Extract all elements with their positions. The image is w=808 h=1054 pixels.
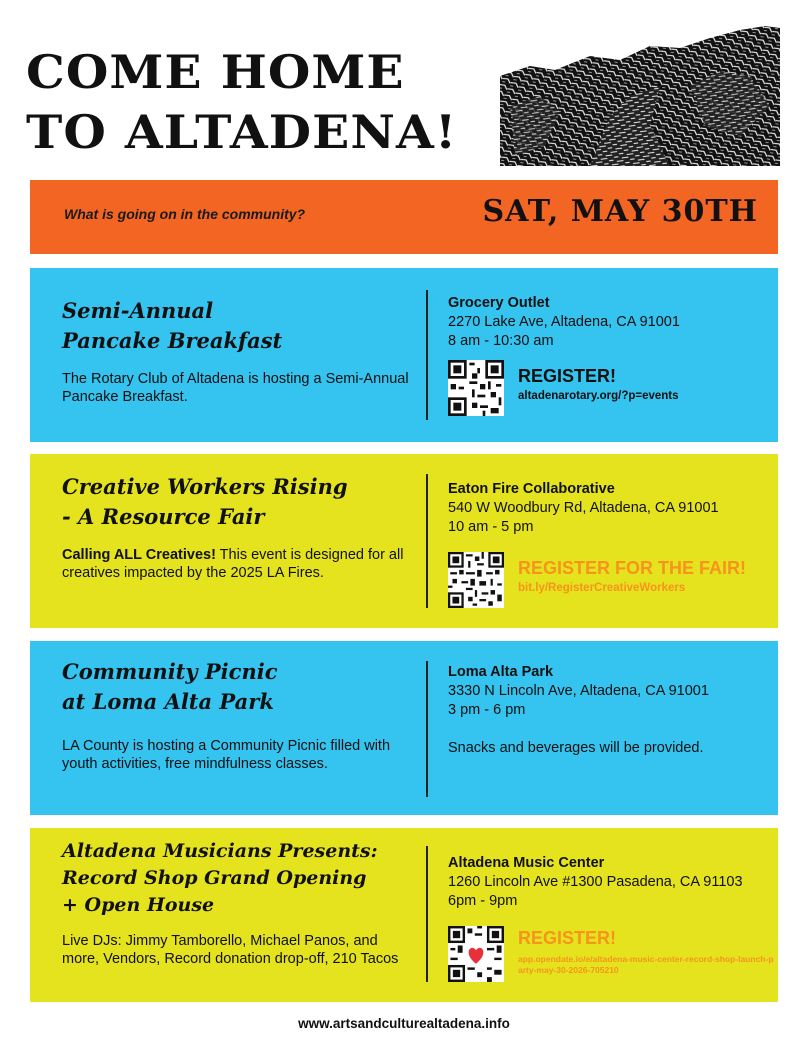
headline-line-1: COME HOME [26,45,405,99]
event-note [448,739,748,758]
event-card-community-picnic [30,641,778,815]
event-address: 540 W Woodbury Rd, Altadena, CA 91001 [448,500,719,516]
register-link[interactable]: REGISTER! [518,928,617,948]
description-text: This event is designed for all creatives impacted by the 2025 LA Fires. [62,547,404,581]
event-info [448,663,709,720]
event-venue: Eaton Fire Collaborative [448,481,615,497]
event-description: Live DJs: Jimmy Tamborello, Michael Panos, and more, Vendors, Record donation drop-off, 210 Tacos [62,933,399,967]
description-highlight: Calling ALL Creatives! [62,547,216,563]
event-title [62,838,378,919]
poster-headline [26,42,457,162]
event-card-pancake-breakfast [30,268,778,442]
event-note-text: Snacks and beverages will be provided. [448,740,704,756]
event-address: 3330 N Lincoln Ave, Altadena, CA 91001 [448,683,709,699]
event-time: 10 am - 5 pm [448,519,534,535]
register-url[interactable]: bit.ly/RegisterCreativeWorkers [518,582,686,594]
event-description: The Rotary Club of Altadena is hosting a Semi-Annual Pancake Breakfast. [62,371,409,405]
divider [426,474,428,608]
event-title-line: - A Resource Fair [62,504,265,529]
event-title-line: Pancake Breakfast [62,328,283,353]
event-venue: Loma Alta Park [448,664,554,680]
event-info [448,480,719,537]
event-venue: Grocery Outlet [448,295,550,311]
qr-code-icon[interactable] [448,552,504,608]
event-info [448,294,680,351]
event-title-line: at Loma Alta Park [62,689,274,714]
qr-code-icon[interactable] [448,360,504,416]
divider [426,846,428,982]
qr-code-icon[interactable] [448,926,504,982]
event-title [62,296,282,356]
register-link[interactable]: REGISTER FOR THE FAIR! [518,558,747,578]
banner-question: What is going on in the community? [64,206,306,222]
event-card-record-shop [30,828,778,1002]
event-description: LA County is hosting a Community Picnic filled with youth activities, free mindfulness classes. [62,738,391,772]
event-title-line: + Open House [62,894,215,916]
event-description [62,546,417,582]
mountain-photo [500,26,780,166]
event-date: SAT, MAY 30TH [482,194,758,229]
event-title [62,472,348,532]
event-title-line: Altadena Musicians Presents: [62,840,378,862]
register-link[interactable]: REGISTER! [518,366,617,386]
event-title [62,657,277,717]
event-time: 6pm - 9pm [448,893,518,909]
event-time: 8 am - 10:30 am [448,333,554,349]
event-title-line: Creative Workers Rising [62,474,348,499]
headline-line-2: TO ALTADENA! [26,105,458,159]
event-address: 1260 Lincoln Ave #1300 Pasadena, CA 91103 [448,874,743,890]
event-venue: Altadena Music Center [448,855,605,871]
website-link[interactable]: www.artsandculturealtadena.info [298,1016,510,1031]
divider [426,290,428,420]
event-title-line: Record Shop Grand Opening [62,867,367,889]
event-address: 2270 Lake Ave, Altadena, CA 91001 [448,314,680,330]
event-info [448,854,743,911]
event-card-resource-fair [30,454,778,628]
event-time: 3 pm - 6 pm [448,702,526,718]
date-banner [30,180,778,254]
register-url[interactable]: altadenarotary.org/?p=events [518,390,679,402]
event-title-line: Community Picnic [62,659,278,684]
divider [426,661,428,797]
event-title-line: Semi-Annual [62,298,214,323]
register-url[interactable]: app.opendate.io/e/altadena-music-center-record-shop-launch-party-may-30-2026-705210 [518,954,774,975]
